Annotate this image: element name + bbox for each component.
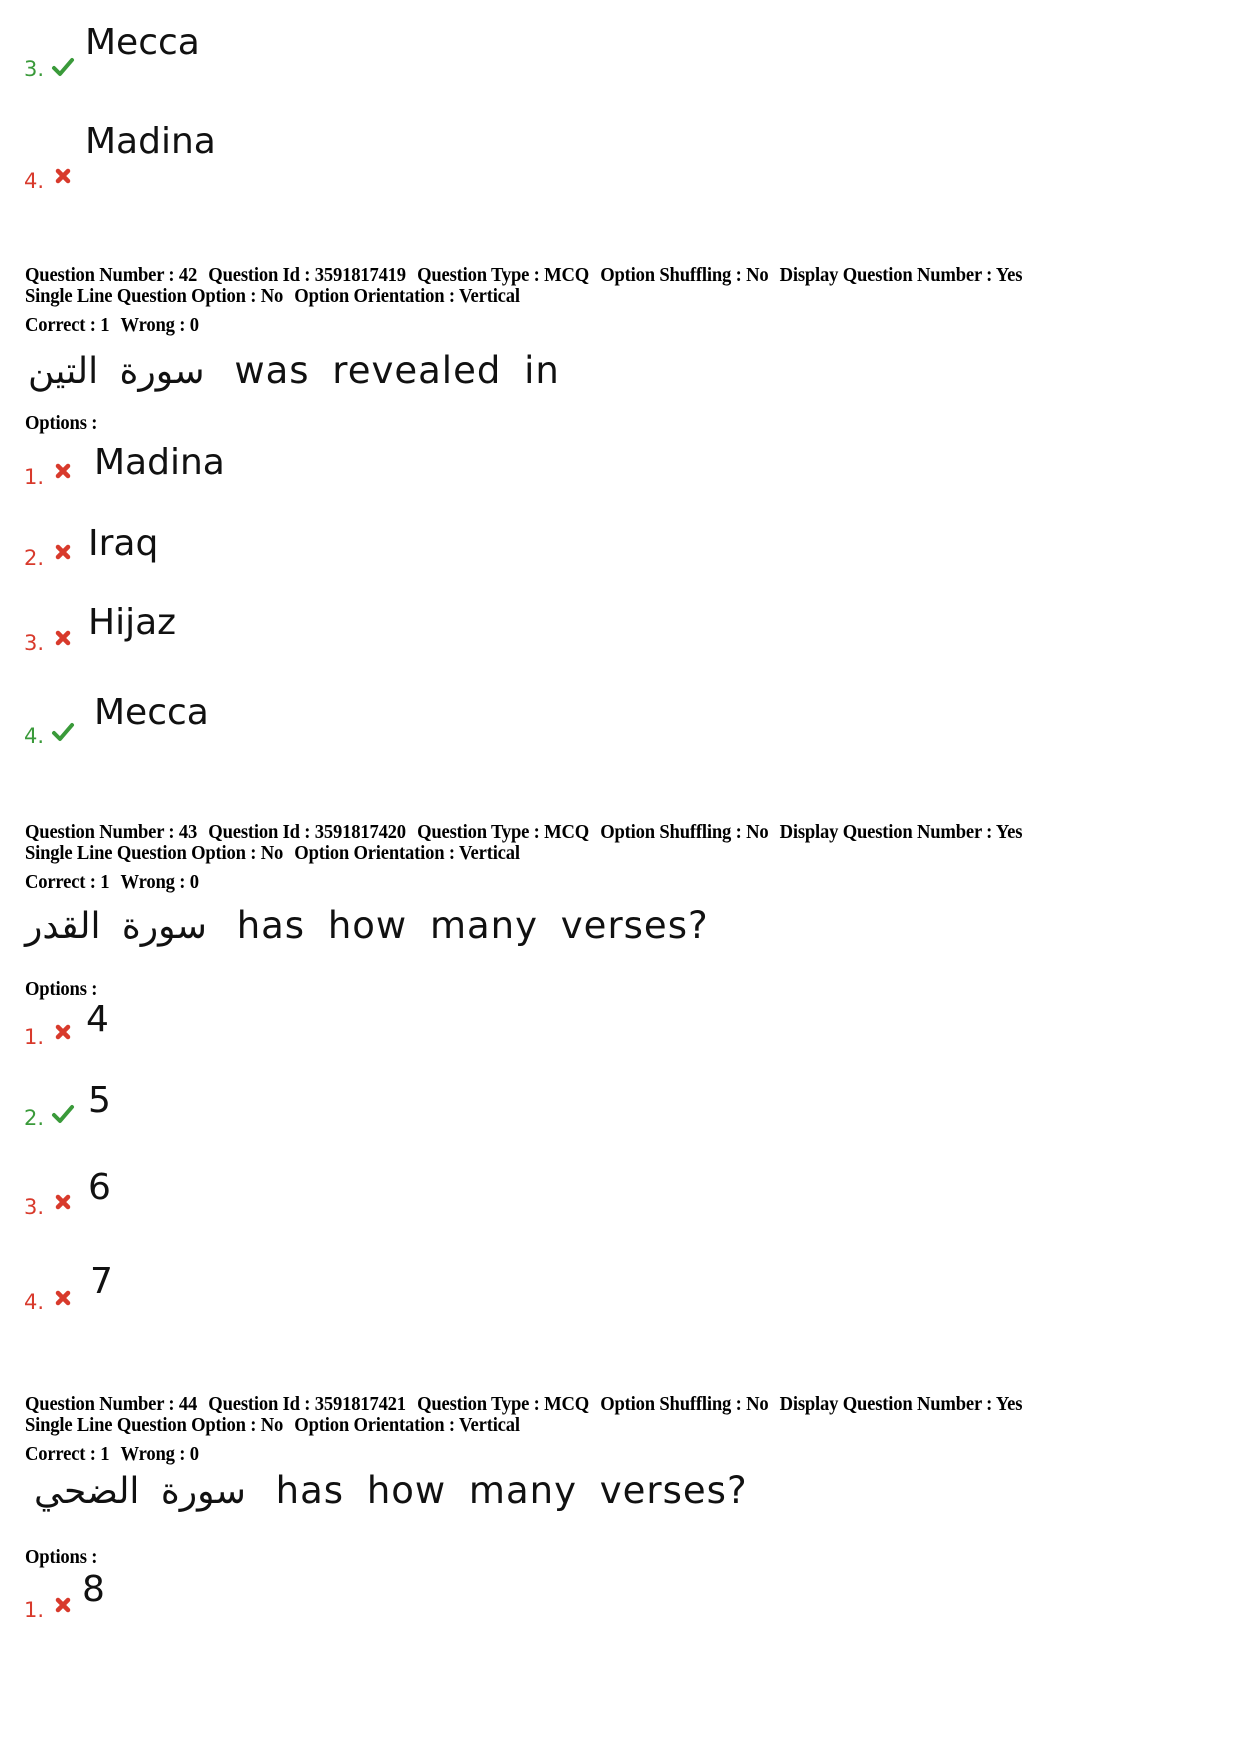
- options-label: Options :: [25, 412, 98, 434]
- correct-check-icon: [51, 1102, 75, 1126]
- marks-line: Correct : 1 Wrong : 0: [25, 1443, 199, 1465]
- question-meta-line-1: Question Number : 42 Question Id : 3591817419 Question Type : MCQ Option Shuffling : No Display Question Number : Yes: [25, 264, 1023, 286]
- option-text: 5: [88, 1080, 111, 1121]
- correct-check-icon: [51, 55, 75, 79]
- question-meta-line-2: Single Line Question Option : No Option Orientation : Vertical: [25, 842, 520, 864]
- wrong-cross-icon: [51, 164, 75, 188]
- option-number: 3.: [24, 631, 45, 655]
- option-text: 7: [90, 1261, 113, 1302]
- option-text: Iraq: [88, 523, 159, 564]
- correct-check-icon: [51, 720, 75, 744]
- question-meta-line-2: Single Line Question Option : No Option Orientation : Vertical: [25, 285, 520, 307]
- option-text: Mecca: [94, 692, 209, 733]
- option-number: 3.: [24, 1195, 45, 1219]
- option-number: 2.: [24, 546, 45, 570]
- option-number: 1.: [24, 1598, 45, 1622]
- option-text: Mecca: [85, 22, 200, 63]
- option-number: 4.: [24, 724, 45, 748]
- question-text: سورة الضحي has how many verses?: [34, 1469, 748, 1512]
- options-label: Options :: [25, 1546, 98, 1568]
- question-meta-line-1: Question Number : 43 Question Id : 3591817420 Question Type : MCQ Option Shuffling : No Display Question Number : Yes: [25, 821, 1023, 843]
- wrong-cross-icon: [51, 1190, 75, 1214]
- wrong-cross-icon: [51, 1020, 75, 1044]
- options-label: Options :: [25, 978, 98, 1000]
- option-number: 2.: [24, 1106, 45, 1130]
- option-number: 3.: [24, 57, 45, 81]
- marks-line: Correct : 1 Wrong : 0: [25, 871, 199, 893]
- option-text: Hijaz: [88, 602, 177, 643]
- option-text: 6: [88, 1167, 111, 1208]
- marks-line: Correct : 1 Wrong : 0: [25, 314, 199, 336]
- question-text: سورة التين was revealed in: [28, 349, 560, 392]
- wrong-cross-icon: [51, 459, 75, 483]
- wrong-cross-icon: [51, 1593, 75, 1617]
- question-meta-line-1: Question Number : 44 Question Id : 3591817421 Question Type : MCQ Option Shuffling : No Display Question Number : Yes: [25, 1393, 1023, 1415]
- option-number: 1.: [24, 465, 45, 489]
- wrong-cross-icon: [51, 1286, 75, 1310]
- option-text: Madina: [94, 442, 225, 483]
- option-number: 1.: [24, 1025, 45, 1049]
- question-text: سورة القدر has how many verses?: [25, 904, 709, 947]
- wrong-cross-icon: [51, 540, 75, 564]
- option-text: Madina: [85, 121, 216, 162]
- option-text: 4: [86, 999, 109, 1040]
- wrong-cross-icon: [51, 626, 75, 650]
- question-meta-line-2: Single Line Question Option : No Option Orientation : Vertical: [25, 1414, 520, 1436]
- option-number: 4.: [24, 169, 45, 193]
- option-text: 8: [82, 1569, 105, 1610]
- option-number: 4.: [24, 1290, 45, 1314]
